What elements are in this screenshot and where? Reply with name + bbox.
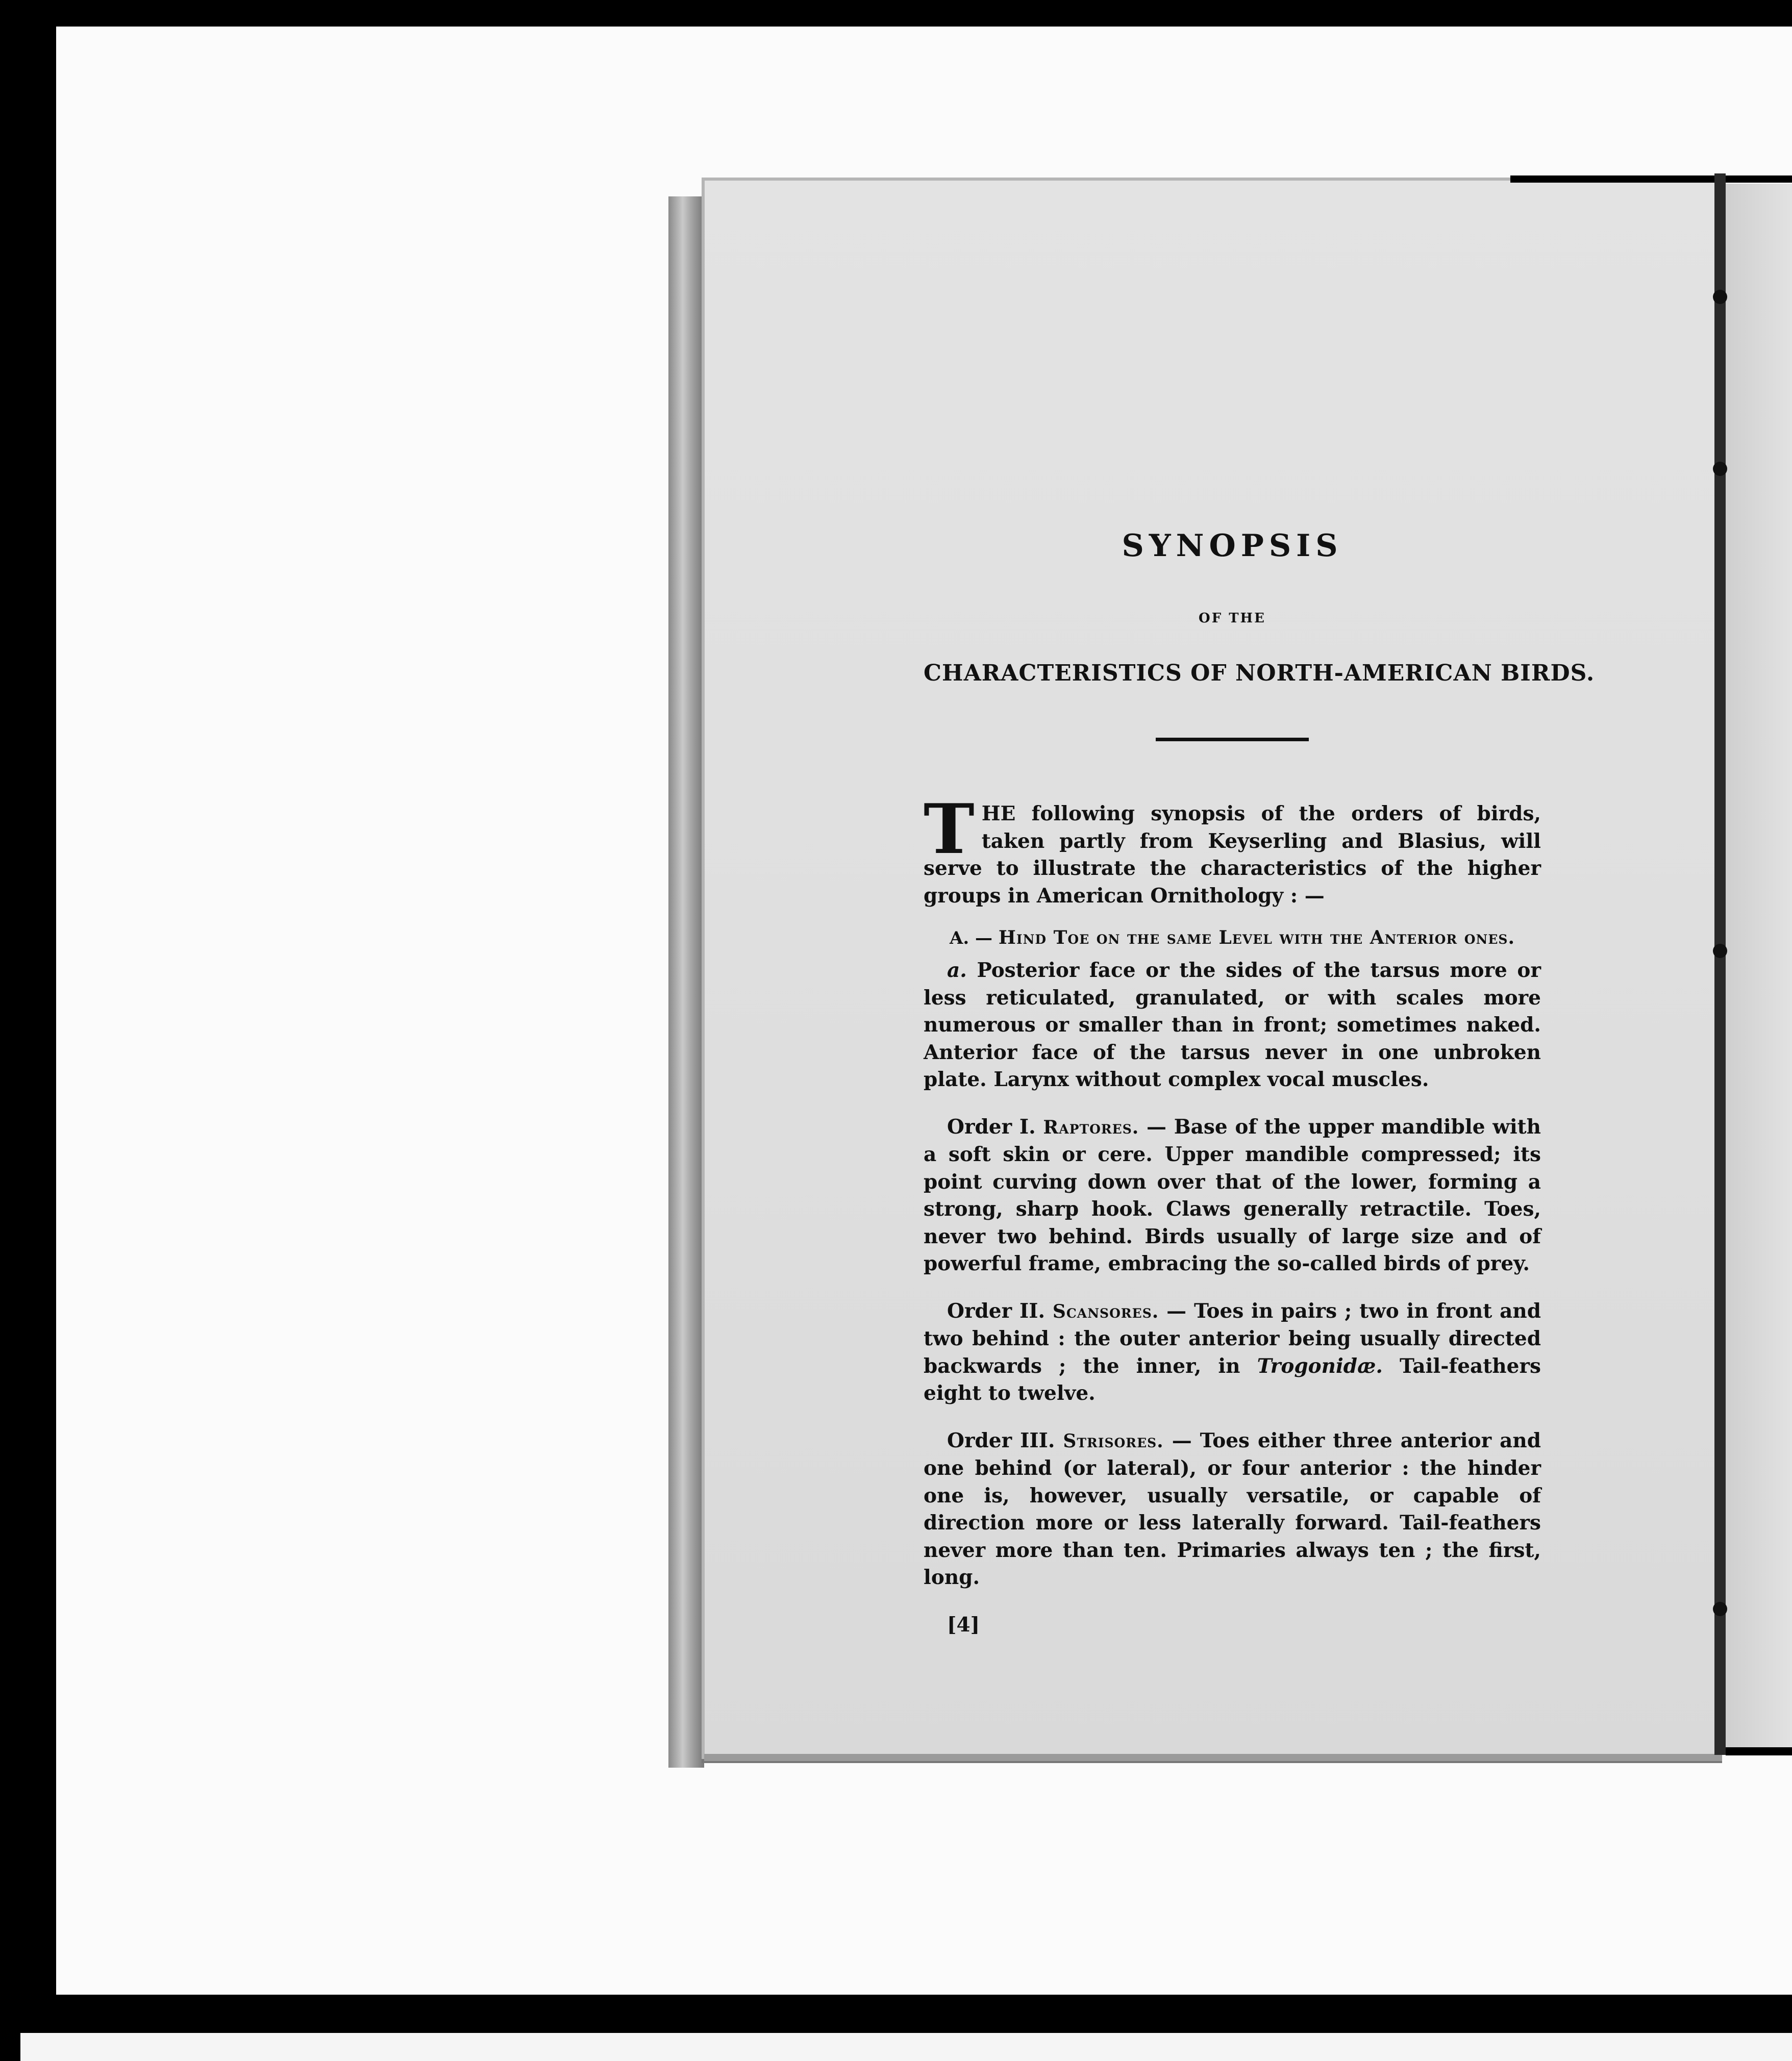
subsection-paragraph bbox=[924, 957, 1541, 1094]
order-name: Raptores. bbox=[1043, 1116, 1139, 1138]
order-text: — Base of the upper mandible with a soft skin or cere. Upper mandible compressed; its point curving down over that of the lower, forming a strong, sharp hook. Claws generally retractile. Toes, never two behind. Birds usually of large size and of powerful frame, embracing the so-called birds of prey. bbox=[924, 1115, 1541, 1275]
page-title: SYNOPSIS bbox=[1122, 528, 1343, 564]
order-label: Order I. bbox=[947, 1115, 1036, 1139]
binding-stitch bbox=[1713, 462, 1727, 476]
binding-stitch bbox=[1713, 290, 1727, 304]
section-prefix: A. — bbox=[949, 928, 999, 948]
intro-paragraph bbox=[924, 789, 1541, 910]
order-paragraph bbox=[924, 1114, 1541, 1278]
order-name: Strisores. bbox=[1063, 1430, 1164, 1452]
order-name: Scansores. bbox=[1052, 1300, 1159, 1322]
title-rule bbox=[1156, 738, 1309, 741]
film-edge-strip bbox=[20, 2033, 1792, 2061]
page-number: [4] bbox=[947, 1613, 980, 1637]
section-heading bbox=[924, 925, 1541, 951]
facing-page-top-edge bbox=[1510, 175, 1792, 183]
order-label: Order II. bbox=[947, 1299, 1046, 1323]
page-subtitle: CHARACTERISTICS OF NORTH-AMERICAN BIRDS. bbox=[924, 660, 1595, 686]
page-bottom-edge bbox=[704, 1754, 1722, 1761]
subsection-label: a. bbox=[947, 959, 967, 982]
order-text: — Toes either three anterior and one behind (or lateral), or four anterior : the hinder one is, however, usually versatile, or capable of direction more or less laterally forward. Tail-feathers never more than ten. Primaries always ten ; the first, long. bbox=[924, 1428, 1541, 1589]
book-fore-edge bbox=[668, 196, 704, 1768]
order-paragraph bbox=[924, 1298, 1541, 1407]
page-text bbox=[924, 520, 1595, 1639]
title-connector: OF THE bbox=[1199, 611, 1266, 626]
book-gutter bbox=[1714, 173, 1726, 1755]
binding-stitch bbox=[1713, 1602, 1727, 1616]
order-paragraph bbox=[924, 1427, 1541, 1592]
facing-page bbox=[1726, 184, 1792, 1755]
order-label: Order III. bbox=[947, 1428, 1055, 1452]
subsection-text: Posterior face or the sides of the tarsus more or less reticulated, granulated, or with scales more numerous or smaller than in front; sometimes naked. Anterior face of the tarsus never in one unbroken plate. Larynx without complex vocal muscles. bbox=[924, 959, 1541, 1091]
facing-page-bottom-edge bbox=[1726, 1747, 1792, 1755]
drop-cap: T bbox=[924, 789, 975, 869]
section-heading-text: Hind Toe on the same Level with the Anterior ones. bbox=[998, 927, 1515, 948]
binding-stitch bbox=[1713, 944, 1727, 958]
intro-text: HE following synopsis of the orders of birds, taken partly from Keyserling and Blasius, will serve to illustrate the characteristics of the higher groups in American Ornithology : — bbox=[924, 802, 1541, 908]
order-text-continued: Tail-feathers eight to twelve. bbox=[924, 1354, 1541, 1405]
order-italic-term: Trogonidæ. bbox=[1257, 1354, 1383, 1378]
order-text: — Toes in pairs ; two in front and two behind : the outer anterior being usually directed backwards ; the inner, in bbox=[924, 1299, 1541, 1378]
